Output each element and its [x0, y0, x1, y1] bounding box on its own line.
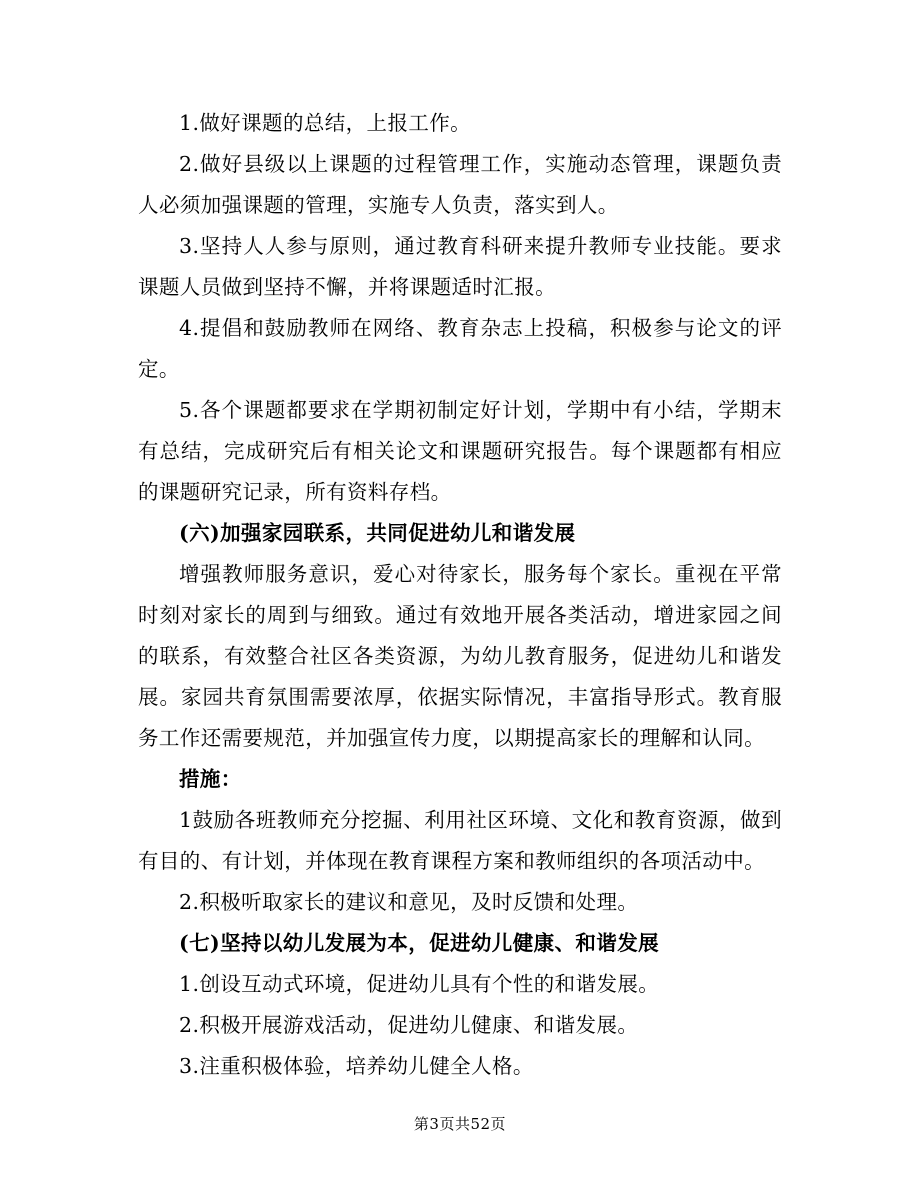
measures-heading: 措施： — [179, 767, 242, 791]
paragraph-5: 5.各个课题都要求在学期初制定好计划，学期中有小结，学期末有总结，完成研究后有相关论文和课题研究报告。每个课题都有相应的课题研究记录，所有资料存档。 — [138, 398, 782, 504]
paragraph-8: 2.积极听取家长的建议和意见，及时反馈和处理。 — [179, 890, 639, 914]
paragraph-3: 3.坚持人人参与原则，通过教育科研来提升教师专业技能。要求课题人员做到坚持不懈，并将课题适时汇报。 — [138, 234, 782, 299]
paragraph-11: 3.注重积极体验，培养幼儿健全人格。 — [179, 1054, 534, 1078]
section-heading-6: (六)加强家园联系，共同促进幼儿和谐发展 — [179, 521, 576, 545]
page-number-footer: 第3页共52页 — [413, 1115, 507, 1133]
paragraph-6: 增强教师服务意识，爱心对待家长，服务每个家长。重视在平常时刻对家长的周到与细致。通过有效地开展各类活动，增进家园之间的联系，有效整合社区各类资源，为幼儿教育服务，促进幼儿和谐发展。家园共育氛围需要浓厚，依据实际情况，丰富指导形式。教育服务工作还需要规范，并加强宣传力度，以期提高家长的理解和认同。 — [138, 562, 782, 750]
paragraph-7: 1鼓励各班教师充分挖掘、利用社区环境、文化和教育资源，做到有目的、有计划，并体现在教育课程方案和教师组织的各项活动中。 — [138, 808, 782, 873]
document-body — [138, 103, 782, 1087]
section-heading-7: (七)坚持以幼儿发展为本，促进幼儿健康、和谐发展 — [179, 931, 659, 955]
paragraph-10: 2.积极开展游戏活动，促进幼儿健康、和谐发展。 — [179, 1013, 639, 1037]
paragraph-9: 1.创设互动式环境，促进幼儿具有个性的和谐发展。 — [179, 972, 660, 996]
paragraph-2: 2.做好县级以上课题的过程管理工作，实施动态管理，课题负责人必须加强课题的管理，实施专人负责，落实到人。 — [138, 152, 782, 217]
paragraph-1: 1.做好课题的总结，上报工作。 — [179, 111, 472, 135]
paragraph-4: 4.提倡和鼓励教师在网络、教育杂志上投稿，积极参与论文的评定。 — [138, 316, 782, 381]
